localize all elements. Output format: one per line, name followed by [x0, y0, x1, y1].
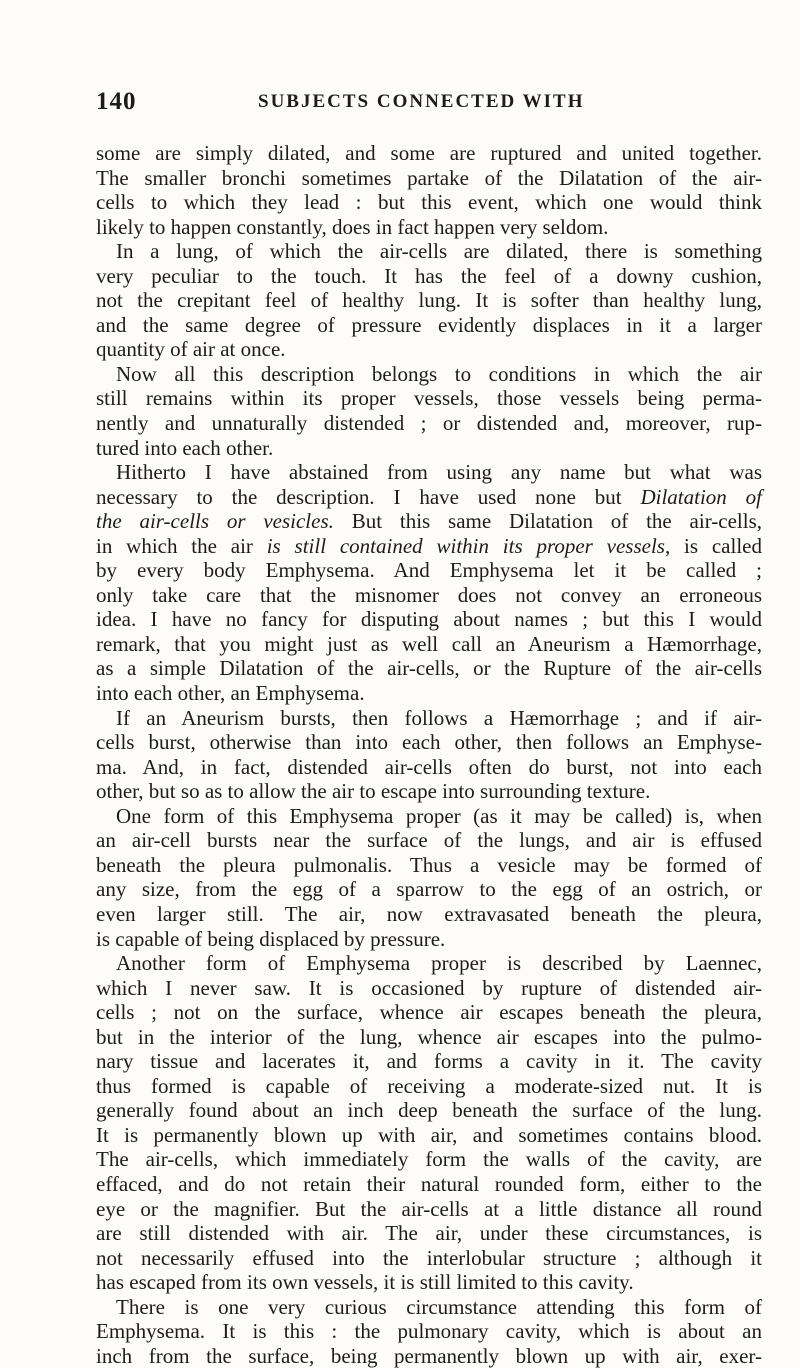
text-line: There is one very curious circumstance attending this form of [116, 1294, 762, 1319]
text-line: The smaller bronchi sometimes partake of the Dilatation of the air- [96, 165, 762, 190]
text-line: cells ; not on the surface, whence air escapes beneath the pleura, [96, 1000, 762, 1025]
text-line: which I never saw. It is occasioned by rupture of distended air- [96, 975, 762, 1000]
text-line: tured into each other. [96, 435, 274, 460]
text-line: In a lung, of which the air-cells are dilated, there is something [116, 239, 762, 264]
text-line: cells to which they lead : but this event, which one would think [96, 190, 762, 215]
text-line: likely to happen constantly, does in fact happen very seldom. [96, 214, 609, 239]
page-number: 140 [96, 88, 137, 115]
text-line: into each other, an Emphysema. [96, 681, 365, 706]
text-line: The air-cells, which immediately form the walls of the cavity, are [96, 1147, 762, 1172]
text-line: the air-cells or vesicles. But this same Dilatation of the air-cells, [96, 509, 763, 534]
text-line: but in the interior of the lung, whence air escapes into the pulmo- [96, 1024, 762, 1049]
text-line: still remains within its proper vessels, those vessels being perma- [96, 386, 762, 411]
text-line: any size, from the egg of a sparrow to the egg of an ostrich, or [96, 877, 762, 902]
text-line: ma. And, in fact, distended air-cells often do burst, not into each [96, 754, 762, 779]
text-line: generally found about an inch deep beneath the surface of the lung. [96, 1098, 762, 1123]
text-line: not the crepitant feel of healthy lung. It is softer than healthy lung, [96, 288, 762, 313]
text-line: some are simply dilated, and some are ruptured and united together. [96, 141, 762, 165]
text-line: as a simple Dilatation of the air-cells, or the Rupture of the air-cells [96, 656, 762, 681]
text-line: even larger still. The air, now extravasated beneath the pleura, [96, 901, 762, 926]
text-line: cells burst, otherwise than into each other, then follows an Emphyse- [96, 730, 762, 755]
text-line: has escaped from its own vessels, it is still limited to this cavity. [96, 1270, 634, 1295]
text-line: idea. I have no fancy for disputing about names ; but this I would [96, 607, 762, 632]
text-line: nently and unnaturally distended ; or distended and, moreover, rup- [96, 411, 762, 436]
text-line: One form of this Emphysema proper (as it may be called) is, when [116, 803, 762, 828]
text-line: Now all this description belongs to conditions in which the air [116, 361, 762, 386]
body-text [96, 141, 762, 1368]
text-line: in which the air is still contained within its proper vessels, is called [96, 533, 762, 558]
text-line: thus formed is capable of receiving a moderate-sized nut. It is [96, 1073, 762, 1098]
paragraph [96, 362, 762, 460]
text-line: necessary to the description. I have used none but Dilatation of [96, 484, 762, 509]
paragraph [96, 460, 762, 705]
text-line: very peculiar to the touch. It has the feel of a downy cushion, [96, 263, 762, 288]
text-line: If an Aneurism bursts, then follows a Hæmorrhage ; and if air- [116, 705, 762, 730]
text-line: It is permanently blown up with air, and sometimes contains blood. [96, 1122, 762, 1147]
paragraph [96, 951, 762, 1295]
text-line: by every body Emphysema. And Emphysema let it be called ; [96, 558, 762, 583]
text-line: is capable of being displaced by pressure. [96, 926, 446, 951]
paragraph [96, 141, 762, 239]
text-line: quantity of air at once. [96, 337, 286, 362]
paragraph [96, 804, 762, 951]
text-line: and the same degree of pressure evidently displaces in it a larger [96, 312, 762, 337]
paragraph [96, 1295, 762, 1368]
text-line: inch from the surface, being permanently blown up with air, exer- [96, 1343, 762, 1368]
text-line: only take care that the misnomer does not convey an erroneous [96, 582, 762, 607]
text-line: Hitherto I have abstained from using any name but what was [116, 460, 762, 485]
text-line: are still distended with air. The air, under these circumstances, is [96, 1221, 762, 1246]
text-line: eye or the magnifier. But the air-cells at a little distance all round [96, 1196, 762, 1221]
paragraph [96, 706, 762, 804]
running-head [96, 88, 761, 118]
text-line: effaced, and do not retain their natural rounded form, either to the [96, 1171, 762, 1196]
running-title: SUBJECTS CONNECTED WITH [258, 91, 585, 112]
text-line: remark, that you might just as well call an Aneurism a Hæmorrhage, [96, 631, 762, 656]
text-line: beneath the pleura pulmonalis. Thus a vesicle may be formed of [96, 852, 762, 877]
text-line: an air-cell bursts near the surface of the lungs, and air is effused [96, 828, 762, 853]
paragraph [96, 239, 762, 362]
text-line: Another form of Emphysema proper is described by Laennec, [116, 951, 762, 976]
text-line: not necessarily effused into the interlobular structure ; although it [96, 1245, 762, 1270]
text-line: nary tissue and lacerates it, and forms a cavity in it. The cavity [96, 1049, 762, 1074]
text-line: other, but so as to allow the air to escape into surrounding texture. [96, 779, 651, 804]
text-line: Emphysema. It is this : the pulmonary cavity, which is about an [96, 1319, 762, 1344]
